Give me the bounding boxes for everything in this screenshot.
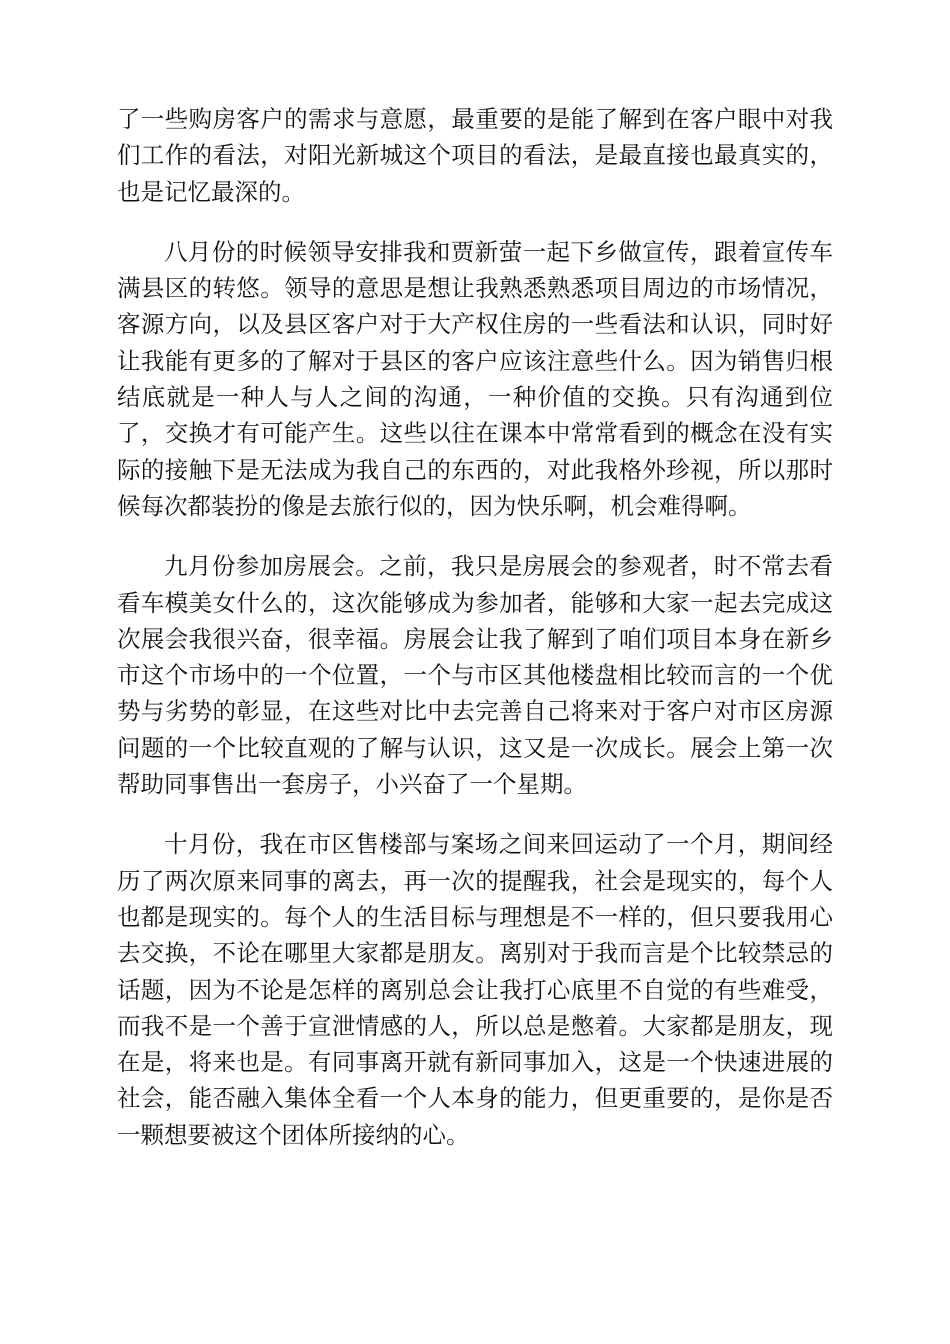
paragraph-3: 九月份参加房展会。之前，我只是房展会的参观者，时不常去看看车模美女什么的，这次能够成为参加者，能够和大家一起去完成这次展会我很兴奋，很幸福。房展会让我了解到了咱们项目本身在新乡市这个市场中的一个位置，一个与市区其他楼盘相比较而言的一个优势与劣势的彰显，在这些对比中去完善自己将来对于客户对市区房源问题的一个比较直观的了解与认识，这又是一次成长。展会上第一次帮助同事售出一套房子，小兴奋了一个星期。 bbox=[117, 552, 833, 799]
document-body bbox=[117, 101, 833, 1153]
paragraph-1: 了一些购房客户的需求与意愿，最重要的是能了解到在客户眼中对我们工作的看法，对阳光新城这个项目的看法，是最直接也最真实的，也是记忆最深的。 bbox=[117, 105, 833, 206]
paragraph-2: 八月份的时候领导安排我和贾新萤一起下乡做宣传，跟着宣传车满县区的转悠。领导的意思是想让我熟悉熟悉项目周边的市场情况，客源方向，以及县区客户对于大产权住房的一些看法和认识，同时好让我能有更多的了解对于县区的客户应该注意些什么。因为销售归根结底就是一种人与人之间的沟通，一种价值的交换。只有沟通到位了，交换才有可能产生。这些以往在课本中常常看到的概念在没有实际的接触下是无法成为我自己的东西的，对此我格外珍视，所以那时候每次都装扮的像是去旅行似的，因为快乐啊，机会难得啊。 bbox=[117, 237, 833, 520]
paragraph-4: 十月份，我在市区售楼部与案场之间来回运动了一个月，期间经历了两次原来同事的离去，再一次的提醒我，社会是现实的，每个人也都是现实的。每个人的生活目标与理想是不一样的，但只要我用心去交换，不论在哪里大家都是朋友。离别对于我而言是个比较禁忌的话题，因为不论是怎样的离别总会让我打心底里不自觉的有些难受，而我不是一个善于宣泄情感的人，所以总是憋着。大家都是朋友，现在是，将来也是。有同事离开就有新同事加入，这是一个快速进展的社会，能否融入集体全看一个人本身的能力，但更重要的，是你是否一颗想要被这个团体所接纳的心。 bbox=[117, 830, 833, 1149]
